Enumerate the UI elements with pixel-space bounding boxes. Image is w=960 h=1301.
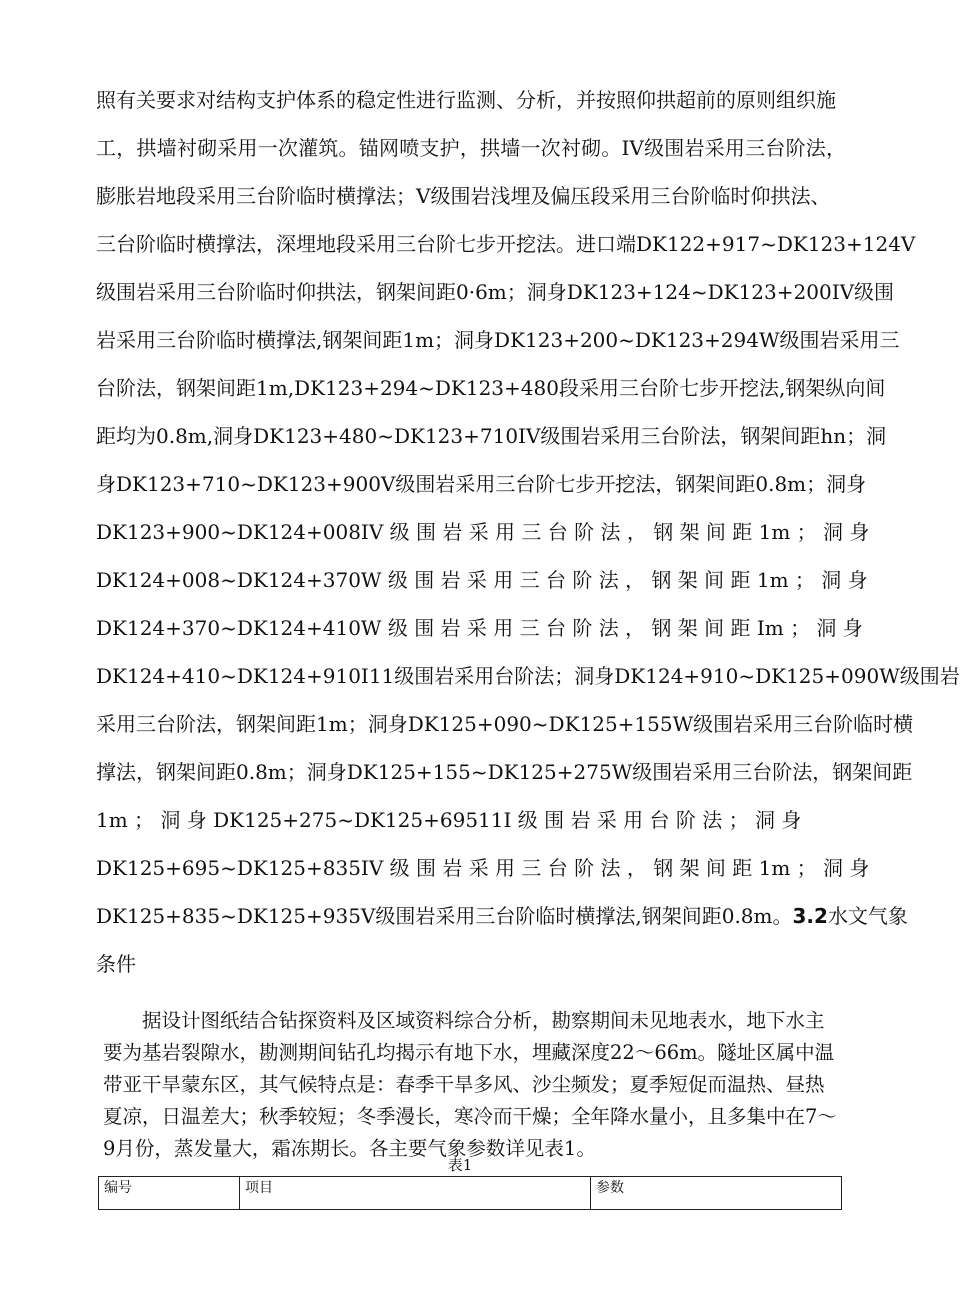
text-line: 据设计图纸结合钻探资料及区域资料综合分析，勘察期间未见地表水，地下水主 <box>142 1009 825 1032</box>
text-line: 撑法，钢架间距0.8m；洞身DK125+155~DK125+275W级围岩采用三台阶法，钢架间距 <box>96 760 913 784</box>
text-line: DK123+900~DK124+008IV 级 围 岩 采 用 三 台 阶 法 ， 钢 架 间 距 1m ； 洞 身 <box>96 520 870 544</box>
column-header-number: 编号 <box>99 1177 240 1210</box>
text-fragment: DK125+835~DK125+935V级围岩采用三台阶临时横撑法,钢架间距0.8m。 <box>96 904 793 928</box>
text-line: 工，拱墙衬砌采用一次灌筑。锚网喷支护，拱墙一次衬砌。IV级围岩采用三台阶法， <box>96 136 846 160</box>
text-line: 距均为0.8m,洞身DK123+480~DK123+710IV级围岩采用三台阶法，钢架间距hn；洞 <box>96 424 887 448</box>
text-line: 夏凉，日温差大；秋季较短；冬季漫长，寒冷而干燥；全年降水量小，且多集中在7～ <box>103 1105 837 1128</box>
text-line: 三台阶临时横撑法，深埋地段采用三台阶七步开挖法。进口端DK122+917~DK123+124V <box>96 232 916 256</box>
text-line: 1m ； 洞 身 DK125+275~DK125+69511I 级 围 岩 采 用 台 阶 法 ； 洞 身 <box>96 808 802 832</box>
column-header-item: 项目 <box>240 1177 591 1210</box>
text-line: 台阶法，钢架间距1m,DK123+294~DK123+480段采用三台阶七步开挖法,钢架纵向间 <box>96 376 886 400</box>
text-line: 带亚干旱蒙东区，其气候特点是：春季干旱多风、沙尘频发；夏季短促而温热、昼热 <box>103 1073 825 1096</box>
text-line: DK125+695~DK125+835IV 级 围 岩 采 用 三 台 阶 法 ， 钢 架 间 距 1m ； 洞 身 <box>96 856 870 880</box>
table-caption: 表1 <box>447 1156 473 1174</box>
text-line: 膨胀岩地段采用三台阶临时横撑法；V级围岩浅埋及偏压段采用三台阶临时仰拱法、 <box>96 184 831 208</box>
section-number: 3.2 <box>792 904 828 928</box>
text-line: DK124+008~DK124+370W 级 围 岩 采 用 三 台 阶 法 ， 钢 架 间 距 1m ； 洞 身 <box>96 568 868 592</box>
text-line: 照有关要求对结构支护体系的稳定性进行监测、分析，并按照仰拱超前的原则组织施 <box>96 88 836 112</box>
text-line: DK124+410~DK124+910I11级围岩采用台阶法；洞身DK124+910~DK125+090W级围岩 <box>96 664 960 688</box>
table-header-row <box>99 1177 842 1210</box>
text-line: 身DK123+710~DK123+900V级围岩采用三台阶七步开挖法，钢架间距0.8m；洞身 <box>96 472 867 496</box>
section-title-continued: 条件 <box>96 952 136 976</box>
column-header-parameter: 参数 <box>591 1177 842 1210</box>
section-title: 水文气象 <box>827 904 908 928</box>
text-line: DK124+370~DK124+410W 级 围 岩 采 用 三 台 阶 法 ， 钢 架 间 距 Im ； 洞 身 <box>96 616 863 640</box>
text-line: 要为基岩裂隙水，勘测期间钻孔均揭示有地下水，埋藏深度22～66m。隧址区属中温 <box>103 1041 835 1064</box>
text-line: 9月份，蒸发量大，霜冻期长。各主要气象参数详见表1。 <box>103 1137 596 1160</box>
text-line: 级围岩采用三台阶临时仰拱法，钢架间距0·6m；洞身DK123+124~DK123+200IV级围 <box>96 280 895 304</box>
text-line-with-heading <box>96 902 908 930</box>
text-line: 采用三台阶法，钢架间距1m；洞身DK125+090~DK125+155W级围岩采用三台阶临时横 <box>96 712 914 736</box>
meteorological-table <box>98 1176 842 1210</box>
text-line: 岩采用三台阶临时横撑法,钢架间距1m；洞身DK123+200~DK123+294W级围岩采用三 <box>96 328 900 352</box>
